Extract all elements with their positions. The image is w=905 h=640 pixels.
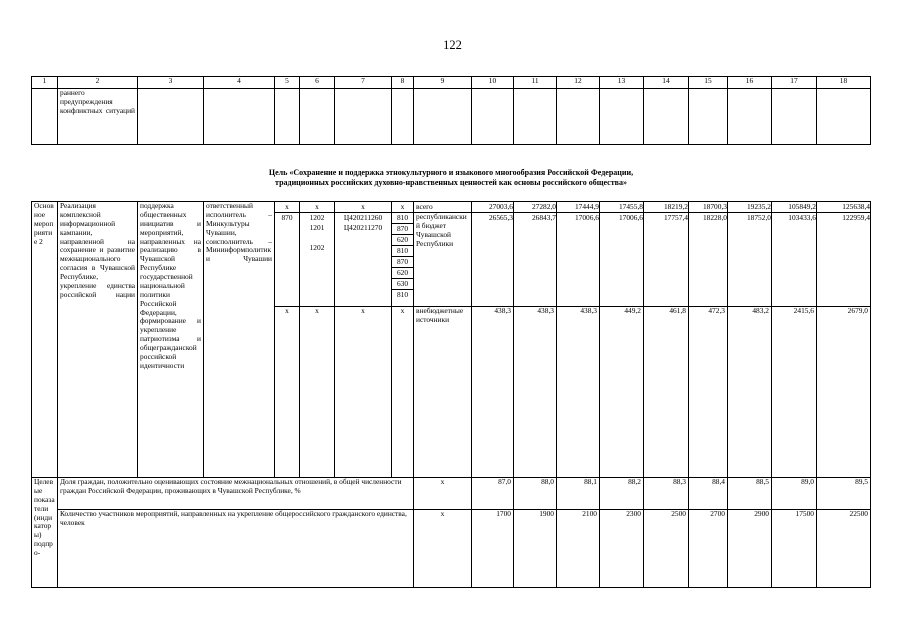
indicator-value: 1900 <box>514 510 557 588</box>
value-cell: 18700,3 18228,0 <box>689 202 728 307</box>
value-cell: 438,3 <box>514 307 557 478</box>
page-number: 122 <box>443 38 462 52</box>
continuation-text: раннего предупреждения конфликтных ситуаций <box>58 89 138 145</box>
col-num: 2 <box>58 77 138 89</box>
value-cell: 17444,9 17006,6 <box>557 202 600 307</box>
rz-cell: x 1202 1201 1202 <box>300 202 335 307</box>
source-cell: всего республиканский бюджет Чувашской Республики <box>414 202 472 307</box>
indicator-value: 88,2 <box>600 478 644 510</box>
event-executor: ответственный исполнитель – Минкультуры Чувашии, соисполнитель – Мининформполитики Чувашии <box>204 202 275 478</box>
col-num: 18 <box>817 77 871 89</box>
rz-cell: x <box>300 307 335 478</box>
col-num: 11 <box>514 77 557 89</box>
col-num: 3 <box>138 77 204 89</box>
col-num: 1 <box>32 77 58 89</box>
event-name: Реализация комплексной информационной кампании, направленной на сохранение и развитие межнационального согласия в Чувашской Республике, укрепление единства российской нации <box>58 202 138 478</box>
indicator-value: 88,4 <box>689 478 728 510</box>
indicator-x: x <box>414 510 472 588</box>
value-cell: 18219,2 17757,4 <box>644 202 689 307</box>
col-num: 10 <box>472 77 514 89</box>
indicator-value: 88,3 <box>644 478 689 510</box>
value-cell: 449,2 <box>600 307 644 478</box>
indicator-value: 22500 <box>817 510 871 588</box>
column-number-row <box>32 77 871 89</box>
col-num: 14 <box>644 77 689 89</box>
indicators-label: Целевые показатели (индикаторы) подпро- <box>32 478 58 588</box>
indicator-value: 89,0 <box>772 478 817 510</box>
indicator-value: 17500 <box>772 510 817 588</box>
col-num: 17 <box>772 77 817 89</box>
value-cell: 27003,6 26565,3 <box>472 202 514 307</box>
col-num: 4 <box>204 77 275 89</box>
col-num: 15 <box>689 77 728 89</box>
col-num: 9 <box>414 77 472 89</box>
indicator-name: Доля граждан, положительно оценивающих состояние межнациональных отношений, в общей численности граждан Российской Федерации, проживающих в Чувашской Республике, % <box>58 478 414 510</box>
indicator-row <box>32 478 871 510</box>
indicator-value: 88,0 <box>514 478 557 510</box>
indicator-value: 2300 <box>600 510 644 588</box>
event-row-budget <box>32 202 871 307</box>
program-table <box>31 76 871 588</box>
value-cell: 2679,0 <box>817 307 871 478</box>
col-num: 16 <box>728 77 772 89</box>
csr-cell: x Ц420211260 Ц420211270 <box>335 202 392 307</box>
grbs-cell: x <box>275 307 300 478</box>
value-cell: 472,3 <box>689 307 728 478</box>
value-cell: 125638,4 122959,4 <box>817 202 871 307</box>
indicator-value: 88,1 <box>557 478 600 510</box>
indicator-value: 2500 <box>644 510 689 588</box>
value-cell: 461,8 <box>644 307 689 478</box>
event-type: Основное мероприятие 2 <box>32 202 58 478</box>
vr-cell: x <box>392 307 414 478</box>
col-num: 5 <box>275 77 300 89</box>
value-cell: 19235,2 18752,0 <box>728 202 772 307</box>
value-cell: 438,3 <box>557 307 600 478</box>
indicator-value: 1700 <box>472 510 514 588</box>
col-num: 7 <box>335 77 392 89</box>
goal-line-2: традиционных российских духовно-нравственных ценностей как основы российского общества» <box>275 178 627 187</box>
continuation-row <box>32 89 871 145</box>
indicator-x: x <box>414 478 472 510</box>
event-direction: поддержка общественных инициатив и мероприятий, направленных на реализацию в Чувашской Республике государственной национальной политики Российской Федерации, формирование и укрепление патриотизма и общегражданской российской идентичности <box>138 202 204 478</box>
value-cell: 105849,2 103433,6 <box>772 202 817 307</box>
indicator-value: 2700 <box>689 510 728 588</box>
indicator-name: Количество участников мероприятий, направленных на укрепление общероссийского гражданского единства, человек <box>58 510 414 588</box>
value-cell: 438,3 <box>472 307 514 478</box>
indicator-value: 87,0 <box>472 478 514 510</box>
value-cell: 27282,0 26843,7 <box>514 202 557 307</box>
grbs-cell: x 870 <box>275 202 300 307</box>
col-num: 8 <box>392 77 414 89</box>
vr-cell: x 810 870 620 810 870 620 630 810 <box>392 202 414 307</box>
col-num: 12 <box>557 77 600 89</box>
indicator-row <box>32 510 871 588</box>
indicator-value: 2900 <box>728 510 772 588</box>
value-cell: 483,2 <box>728 307 772 478</box>
indicator-value: 89,5 <box>817 478 871 510</box>
indicator-value: 2100 <box>557 510 600 588</box>
source-cell: внебюджетные источники <box>414 307 472 478</box>
goal-row <box>32 145 871 202</box>
col-num: 6 <box>300 77 335 89</box>
value-cell: 17455,8 17006,6 <box>600 202 644 307</box>
value-cell: 2415,6 <box>772 307 817 478</box>
csr-cell: x <box>335 307 392 478</box>
indicator-value: 88,5 <box>728 478 772 510</box>
col-num: 13 <box>600 77 644 89</box>
goal-line-1: Цель «Сохранение и поддержка этнокультурного и языкового многообразия Российской Федерации, <box>268 168 634 178</box>
